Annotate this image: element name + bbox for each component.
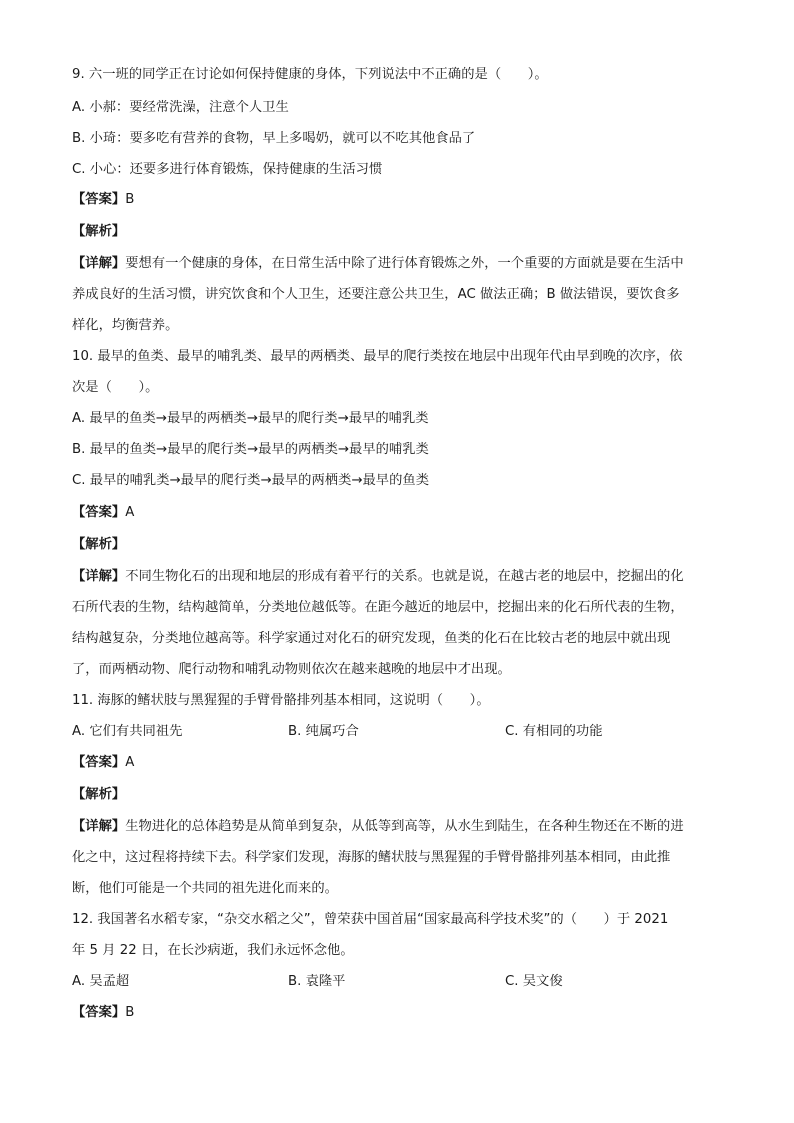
question-12-option-a: A. 吴孟超	[72, 974, 130, 989]
question-11-detail-line: 断，他们可能是一个共同的祖先进化而来的。	[72, 881, 338, 896]
answer-tag: 【答案】	[72, 192, 126, 207]
question-10-stem: 次是（ ）。	[72, 380, 159, 395]
question-11-answer	[72, 753, 722, 773]
answer-value: B	[125, 1005, 135, 1020]
detail-text: 不同生物化石的出现和地层的形成有着平行的关系。也就是说，在越古老的地层中，挖掘出的化	[125, 569, 684, 584]
detail-tag: 【详解】	[72, 569, 126, 584]
question-9-answer	[72, 190, 722, 210]
analysis-tag: 【解析】	[72, 224, 126, 239]
question-9-analysis-tag	[72, 222, 722, 242]
analysis-tag: 【解析】	[72, 787, 126, 802]
question-10-option-c: C. 最早的哺乳类→最早的爬行类→最早的两栖类→最早的鱼类	[72, 473, 429, 488]
question-9-detail-line: 样化，均衡营养。	[72, 318, 179, 333]
question-12-stem: 年 5 月 22 日，在长沙病逝，我们永远怀念他。	[72, 943, 354, 958]
answer-tag: 【答案】	[72, 505, 126, 520]
question-10-analysis-tag	[72, 535, 722, 555]
question-10-stem: 10. 最早的鱼类、最早的哺乳类、最早的两栖类、最早的爬行类按在地层中出现年代由早到晚的次序，依	[72, 349, 683, 364]
question-10-option-b: B. 最早的鱼类→最早的爬行类→最早的两栖类→最早的哺乳类	[72, 442, 429, 457]
detail-text: 要想有一个健康的身体，在日常生活中除了进行体育锻炼之外，一个重要的方面就是要在生活中	[125, 256, 684, 271]
analysis-tag: 【解析】	[72, 537, 126, 552]
question-12-options	[72, 972, 722, 992]
question-10-answer	[72, 503, 722, 523]
question-9-option-c: C. 小心：还要多进行体育锻炼，保持健康的生活习惯	[72, 162, 383, 177]
question-10-detail-line: 石所代表的生物，结构越简单，分类地位越低等。在距今越近的地层中，挖掘出来的化石所代表的生物，	[72, 600, 684, 615]
detail-text: 生物进化的总体趋势是从简单到复杂，从低等到高等，从水生到陆生，在各种生物还在不断的进	[125, 819, 684, 834]
question-12-option-b: B. 袁隆平	[288, 974, 346, 989]
question-11-stem: 11. 海豚的鳍状肢与黑猩猩的手臂骨骼排列基本相同，这说明（ ）。	[72, 693, 490, 708]
question-12-stem: 12. 我国著名水稻专家，“杂交水稻之父”，曾荣获中国首届“国家最高科学技术奖”的（ ）于 2021	[72, 912, 669, 927]
question-10-detail-line: 结构越复杂，分类地位越高等。科学家通过对化石的研究发现，鱼类的化石在比较古老的地层中就出现	[72, 631, 671, 646]
question-9-detail-line	[72, 254, 722, 274]
answer-tag: 【答案】	[72, 755, 126, 770]
answer-tag: 【答案】	[72, 1005, 126, 1020]
detail-tag: 【详解】	[72, 256, 126, 271]
question-9-option-a: A. 小郝：要经常洗澡，注意个人卫生	[72, 100, 289, 115]
question-12-answer	[72, 1003, 722, 1023]
question-11-detail-line	[72, 817, 722, 837]
answer-value: A	[125, 755, 135, 770]
question-9-option-b: B. 小琦：要多吃有营养的食物，早上多喝奶，就可以不吃其他食品了	[72, 131, 476, 146]
question-10-option-a: A. 最早的鱼类→最早的两栖类→最早的爬行类→最早的哺乳类	[72, 411, 429, 426]
question-10-detail-line	[72, 567, 722, 587]
question-10-detail-line: 了，而两栖动物、爬行动物和哺乳动物则依次在越来越晚的地层中才出现。	[72, 662, 511, 677]
question-9-detail-line: 养成良好的生活习惯，讲究饮食和个人卫生，还要注意公共卫生，AC 做法正确；B 做法错误，要饮食多	[72, 287, 680, 302]
question-11-option-a: A. 它们有共同祖先	[72, 724, 183, 739]
question-9-stem: 9. 六一班的同学正在讨论如何保持健康的身体，下列说法中不正确的是（ ）。	[72, 67, 548, 82]
question-11-option-b: B. 纯属巧合	[288, 724, 359, 739]
question-11-option-c: C. 有相同的功能	[505, 724, 603, 739]
answer-value: A	[125, 505, 135, 520]
answer-value: B	[125, 192, 135, 207]
question-12-option-c: C. 吴文俊	[505, 974, 563, 989]
question-11-options	[72, 722, 722, 742]
question-11-detail-line: 化之中，这过程将持续下去。科学家们发现，海豚的鳍状肢与黑猩猩的手臂骨骼排列基本相同，由此推	[72, 850, 671, 865]
detail-tag: 【详解】	[72, 819, 126, 834]
question-11-analysis-tag	[72, 785, 722, 805]
